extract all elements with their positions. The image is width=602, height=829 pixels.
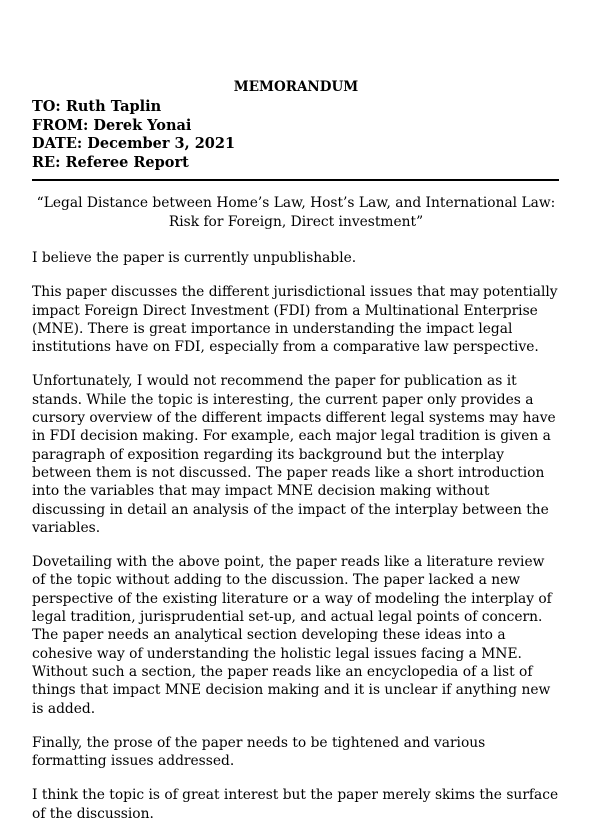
memo-document xyxy=(32,78,560,823)
paragraph-literature-review: Dovetailing with the above point, the paper reads like a literature review of the topic without adding to the discussion. The paper lacked a new perspective of the existing literature or a way of modeling the interplay of legal tradition, jurisprudential set-up, and actual legal points of concern. The paper needs an analytical section developing these ideas into a cohesive way of understanding the holistic legal issues facing a MNE. Without such a section, the paper reads like an encyclopedia of a list of things that impact MNE decision making and it is unclear if anything new is added. xyxy=(32,554,552,717)
memo-title: MEMORANDUM xyxy=(233,79,359,95)
header-divider xyxy=(32,179,559,181)
paragraph-recommendation: Unfortunately, I would not recommend the paper for publication as it stands. While the topic is interesting, the current paper only provides a cursory overview of the different impacts different legal systems may have in FDI decision making. For example, each major legal tradition is given a paragraph of exposition regarding its background but the interplay between them is not discussed. The paper reads like a short introduction into the variables that may impact MNE decision making without discussing in detail an analysis of the impact of the interplay between the variables. xyxy=(32,373,556,536)
paragraph-verdict: I believe the paper is currently unpublishable. xyxy=(32,250,357,266)
paragraph-prose: Finally, the prose of the paper needs to be tightened and various formatting issues addressed. xyxy=(32,734,486,770)
paper-title xyxy=(32,194,560,232)
memo-re-line: RE: Referee Report xyxy=(32,153,189,171)
paper-title-line-2: Risk for Foreign, Direct investment” xyxy=(168,214,424,230)
paragraph-summary: This paper discusses the different jurisdictional issues that may potentially impact Foreign Direct Investment (FDI) from a Multinational Enterprise (MNE). There is great importance in understanding the impact legal institutions have on FDI, especially from a comparative law perspective. xyxy=(32,284,558,356)
memo-from-line: FROM: Derek Yonai xyxy=(32,116,192,134)
paper-title-line-1: “Legal Distance between Home’s Law, Host’s Law, and International Law: xyxy=(36,195,556,211)
memo-date-line: DATE: December 3, 2021 xyxy=(32,135,236,152)
paragraph-conclusion: I think the topic is of great interest but the paper merely skims the surface of the discussion. xyxy=(32,787,559,822)
memo-to-line: TO: Ruth Taplin xyxy=(32,98,162,115)
